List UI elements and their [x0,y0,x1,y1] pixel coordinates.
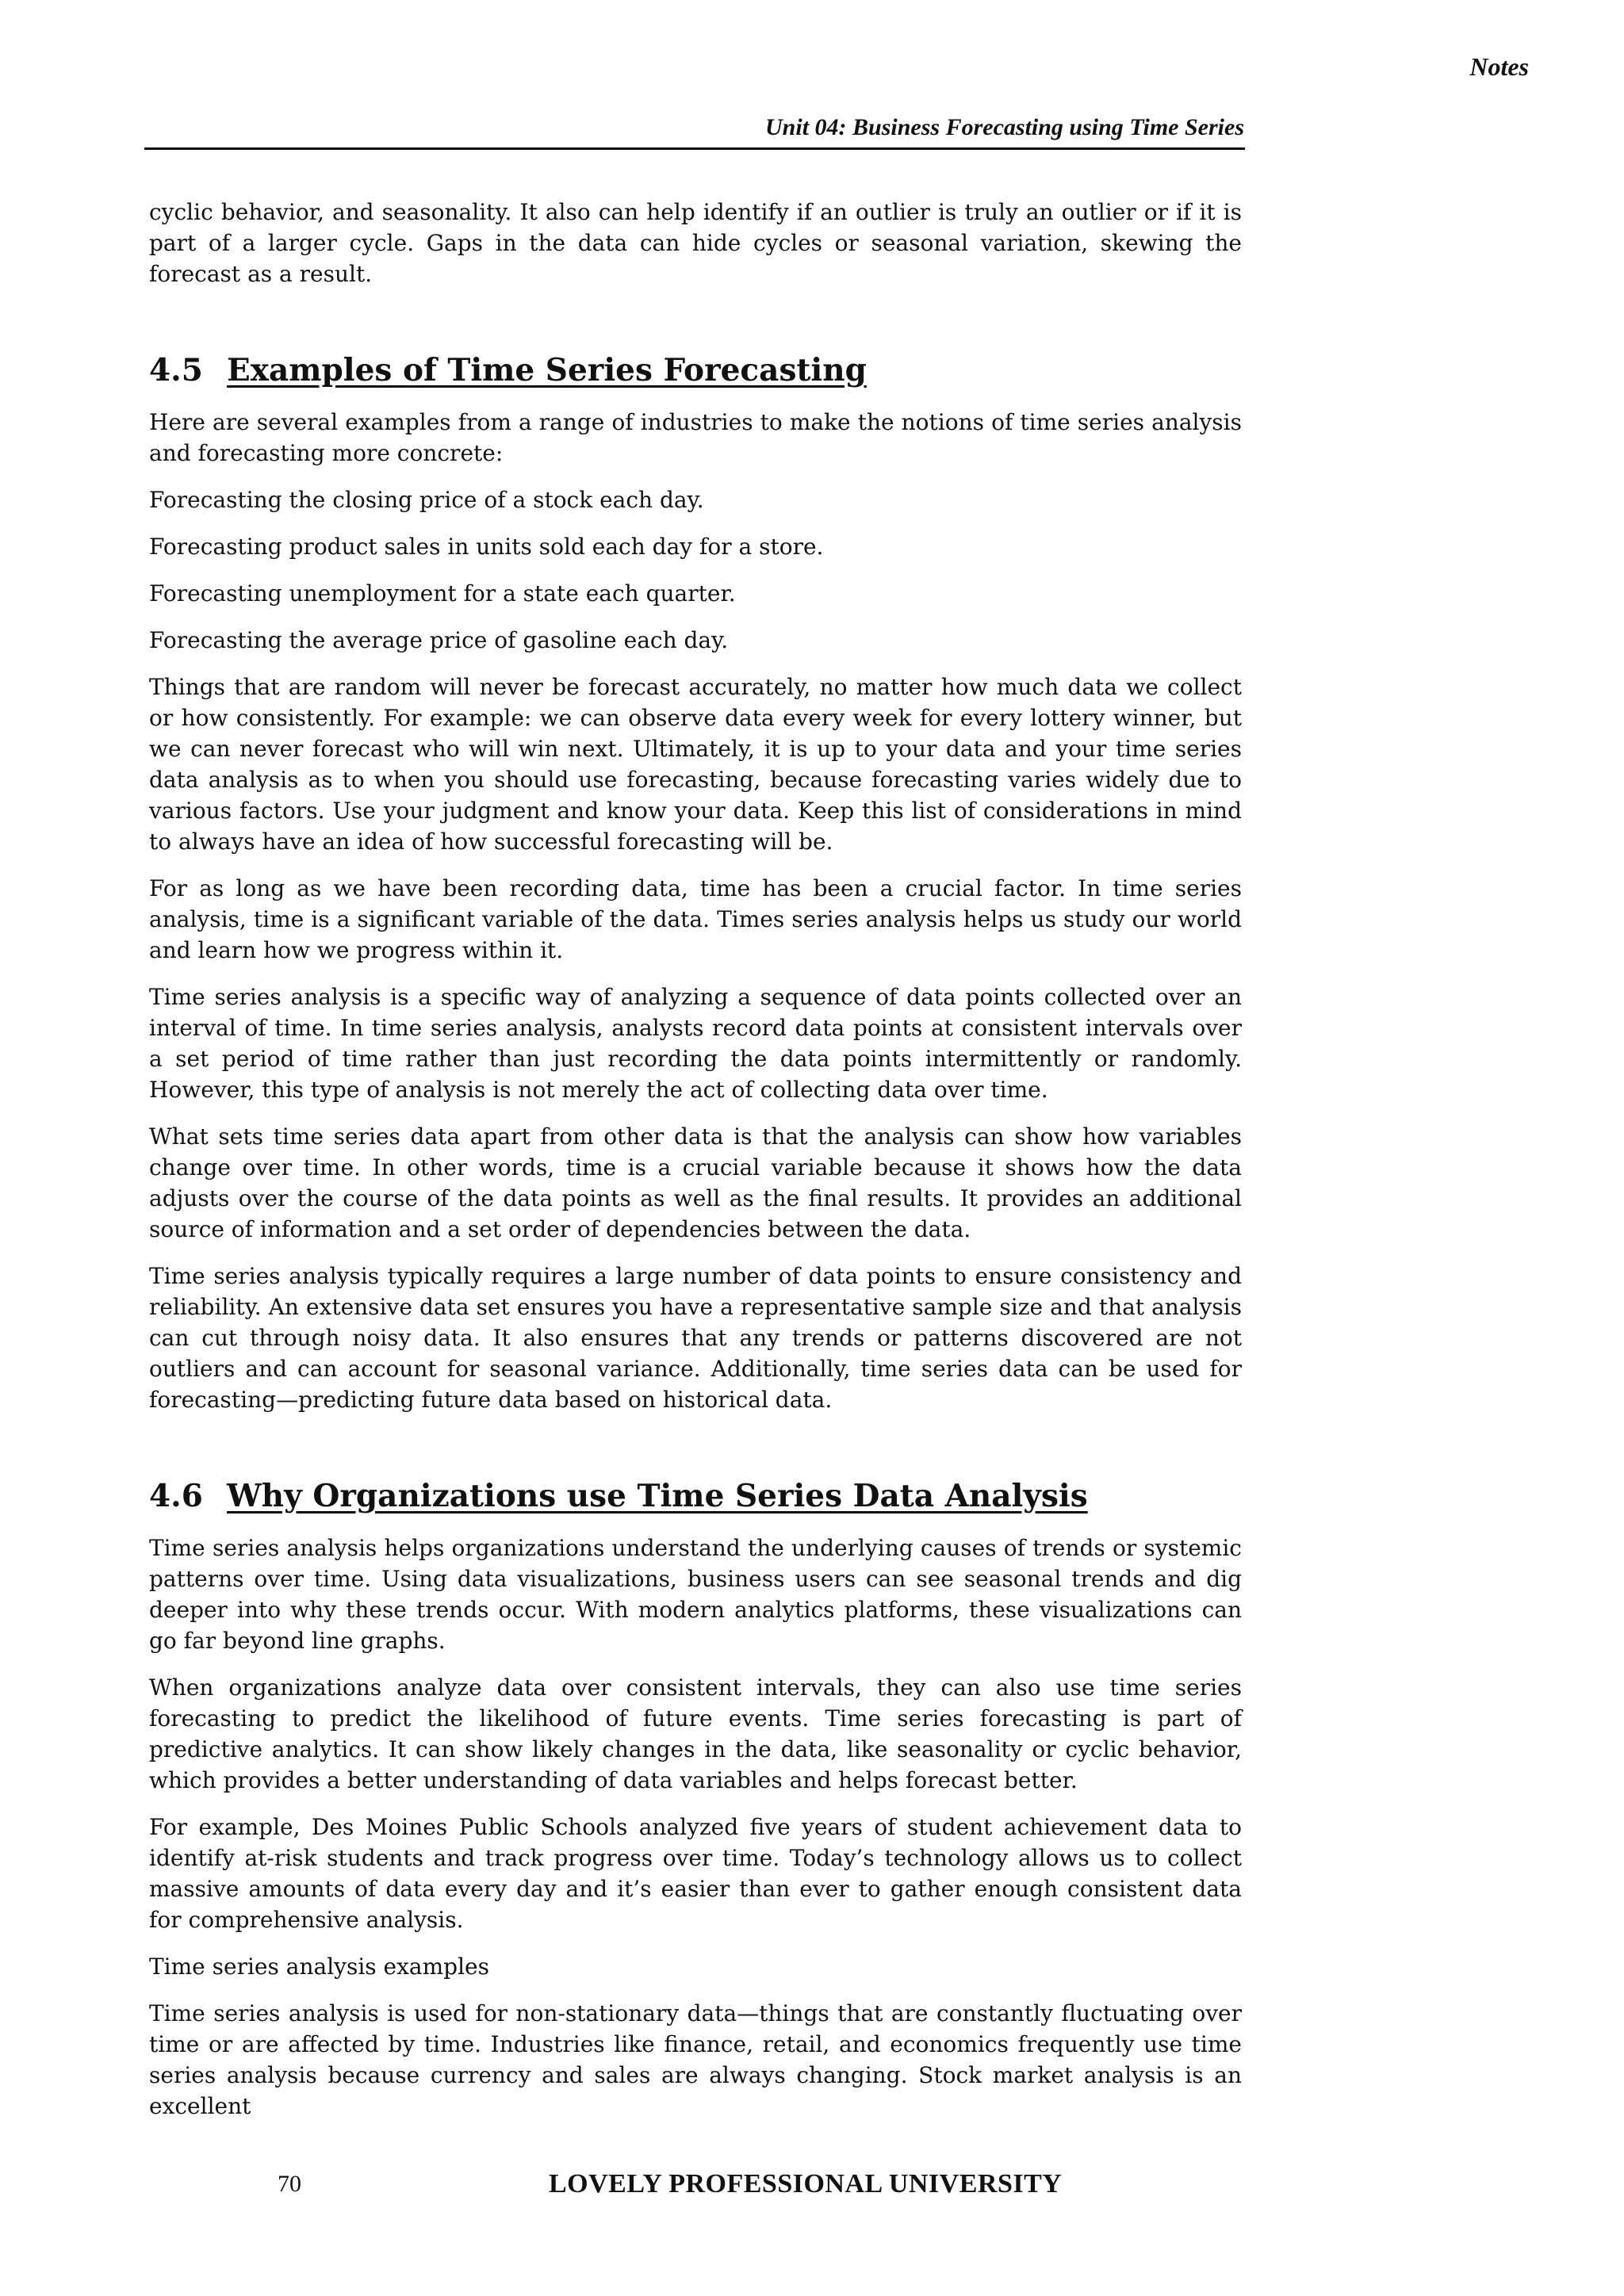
paragraph: Forecasting unemployment for a state each quarter. [149,580,736,607]
section-number: 4.5 [149,352,203,388]
section-heading-4-6 [149,1477,1242,1515]
paragraph: Here are several examples from a range of industries to make the notions of time series analysis and forecasting more concrete: [149,409,1242,466]
section-title: Why Organizations use Time Series Data Analysis [227,1478,1088,1514]
paragraph: Time series analysis is a specific way of analyzing a sequence of data points collected over an interval of time. In time series analysis, analysts record data points at consistent intervals over a set period of time rather than just recording the data points intermittently or randomly. However, this type of analysis is not merely the act of collecting data over time. [149,984,1242,1103]
intro-paragraph: cyclic behavior, and seasonality. It also can help identify if an outlier is truly an outlier or if it is part of a larger cycle. Gaps in the data can hide cycles or seasonal variation, skewing the forecast as a result. [149,199,1242,287]
paragraph: Forecasting the average price of gasoline each day. [149,627,729,653]
paragraph: For example, Des Moines Public Schools analyzed five years of student achievement data to identify at-risk students and track progress over time. Today’s technology allows us to collect massive amounts of data every day and it’s easier than ever to gather enough consistent data for comprehensive analysis. [149,1814,1242,1933]
paragraph: Time series analysis helps organizations understand the underlying causes of trends or systemic patterns over time. Using data visualizations, business users can see seasonal trends and dig deeper into why these trends occur. With modern analytics platforms, these visualizations can go far beyond line graphs. [149,1535,1242,1654]
paragraph: For as long as we have been recording data, time has been a crucial factor. In time series analysis, time is a significant variable of the data. Times series analysis helps us study our world and learn how we progress within it. [149,875,1242,963]
paragraph: Time series analysis examples [149,1954,489,1980]
paragraph: Things that are random will never be forecast accurately, no matter how much data we collect or how consistently. For example: we can observe data every week for every lottery winner, but we can never forecast who will win next. Ultimately, it is up to your data and your time series data analysis as to when you should use forecasting, because forecasting varies widely due to various factors. Use your judgment and know your data. Keep this list of considerations in mind to always have an idea of how successful forecasting will be. [149,674,1242,855]
paragraph: When organizations analyze data over consistent intervals, they can also use time series forecasting to predict the likelihood of future events. Time series forecasting is part of predictive analytics. It can show likely changes in the data, like seasonality or cyclic behavior, which provides a better understanding of data variables and helps forecast better. [149,1674,1242,1793]
page-number: 70 [278,2171,301,2197]
paragraph: What sets time series data apart from other data is that the analysis can show how variables change over time. In other words, time is a crucial variable because it shows how the data adjusts over the course of the data points as well as the final results. It provides an additional source of information and a set order of dependencies between the data. [149,1123,1242,1242]
paragraph: Time series analysis typically requires a large number of data points to ensure consistency and reliability. An extensive data set ensures you have a representative sample size and that analysis can cut through noisy data. It also ensures that any trends or patterns discovered are not outliers and can account for seasonal variance. Additionally, time series data can be used for forecasting—predicting future data based on historical data. [149,1263,1242,1413]
section-title: Examples of Time Series Forecasting [227,352,867,388]
section-number: 4.6 [149,1478,203,1514]
header-rule [144,147,1245,150]
paragraph: Forecasting product sales in units sold each day for a store. [149,534,824,560]
notes-label: Notes [1469,52,1529,81]
university-name: LOVELY PROFESSIONAL UNIVERSITY [549,2169,1063,2198]
section-heading-4-5 [149,351,1242,389]
paragraph: Time series analysis is used for non-stationary data—things that are constantly fluctuating over time or are affected by time. Industries like finance, retail, and economics frequently use time series analysis because currency and sales are always changing. Stock market analysis is an excellent [149,2000,1242,2119]
page-content [149,197,1242,2137]
running-head: Unit 04: Business Forecasting using Time Series [765,114,1244,140]
paragraph: Forecasting the closing price of a stock each day. [149,487,704,513]
